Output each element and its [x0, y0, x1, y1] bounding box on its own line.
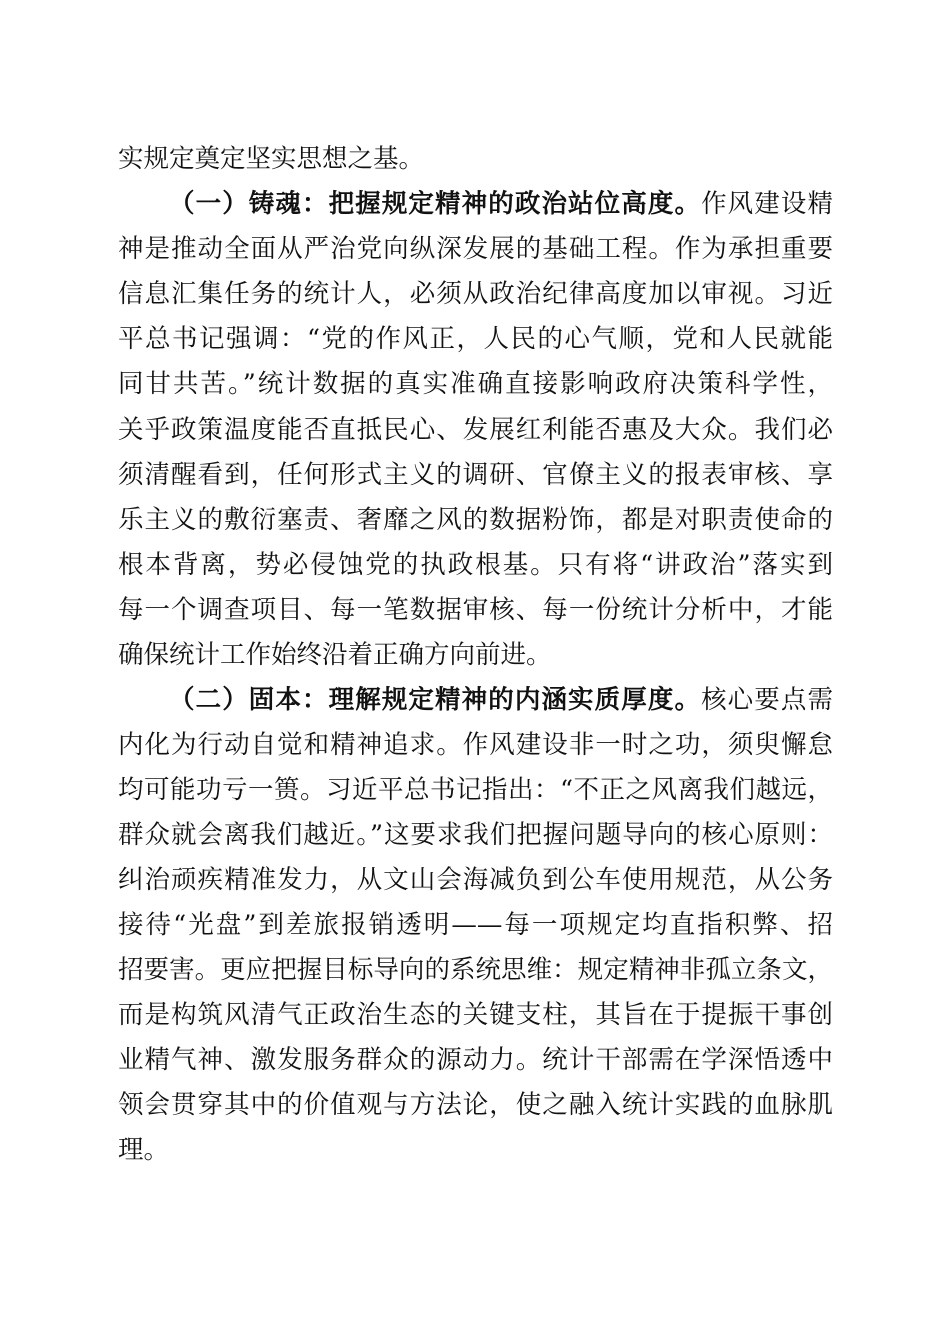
text-line: 均可能功亏一篑。习近平总书记指出：“不正之风离我们越远，: [118, 775, 833, 805]
text-line: 而是构筑风清气正政治生态的关键支柱，其旨在于提振干事创: [118, 1000, 833, 1030]
paragraph-1-first-line: [169, 180, 833, 228]
text-line: 理。: [118, 1135, 170, 1165]
text-run: 核心要点需: [701, 685, 833, 715]
text-line: 业精气神、激发服务群众的源动力。统计干部需在学深悟透中: [118, 1045, 833, 1075]
text-line: 乐主义的敷衍塞责、奢靡之风的数据粉饰，都是对职责使命的: [118, 505, 833, 535]
section-heading-1: （一）铸魂：把握规定精神的政治站位高度。: [169, 189, 702, 219]
text-line: 确保统计工作始终沿着正确方向前进。: [118, 640, 552, 670]
text-line: 根本背离，势必侵蚀党的执政根基。只有将“讲政治”落实到: [118, 550, 833, 580]
text-line: 同甘共苦。”统计数据的真实准确直接影响政府决策科学性，: [118, 369, 833, 399]
text-line: 实规定奠定坚实思想之基。: [118, 144, 425, 174]
text-line: 接待“光盘”到差旅报销透明——每一项规定均直指积弊、招: [118, 910, 833, 940]
text-run: 作风建设精: [701, 189, 833, 219]
paragraph-2-first-line: [169, 676, 833, 724]
text-line: 纠治顽疾精准发力，从文山会海减负到公车使用规范，从公务: [118, 865, 833, 895]
text-line: 内化为行动自觉和精神追求。作风建设非一时之功，须臾懈怠: [118, 730, 833, 760]
text-line: 平总书记强调：“党的作风正，人民的心气顺，党和人民就能: [118, 324, 833, 354]
section-heading-2: （二）固本：理解规定精神的内涵实质厚度。: [169, 685, 702, 715]
text-line: 须清醒看到，任何形式主义的调研、官僚主义的报表审核、享: [118, 460, 833, 490]
text-line: 关乎政策温度能否直抵民心、发展红利能否惠及大众。我们必: [118, 415, 833, 445]
text-line: 每一个调查项目、每一笔数据审核、每一份统计分析中，才能: [118, 595, 833, 625]
text-line: 招要害。更应把握目标导向的系统思维：规定精神非孤立条文，: [118, 955, 833, 985]
text-line: 神是推动全面从严治党向纵深发展的基础工程。作为承担重要: [118, 234, 833, 264]
text-line: 信息汇集任务的统计人，必须从政治纪律高度加以审视。习近: [118, 279, 833, 309]
text-line: 群众就会离我们越近。”这要求我们把握问题导向的核心原则：: [118, 820, 833, 850]
text-line: 领会贯穿其中的价值观与方法论，使之融入统计实践的血脉肌: [118, 1090, 833, 1120]
